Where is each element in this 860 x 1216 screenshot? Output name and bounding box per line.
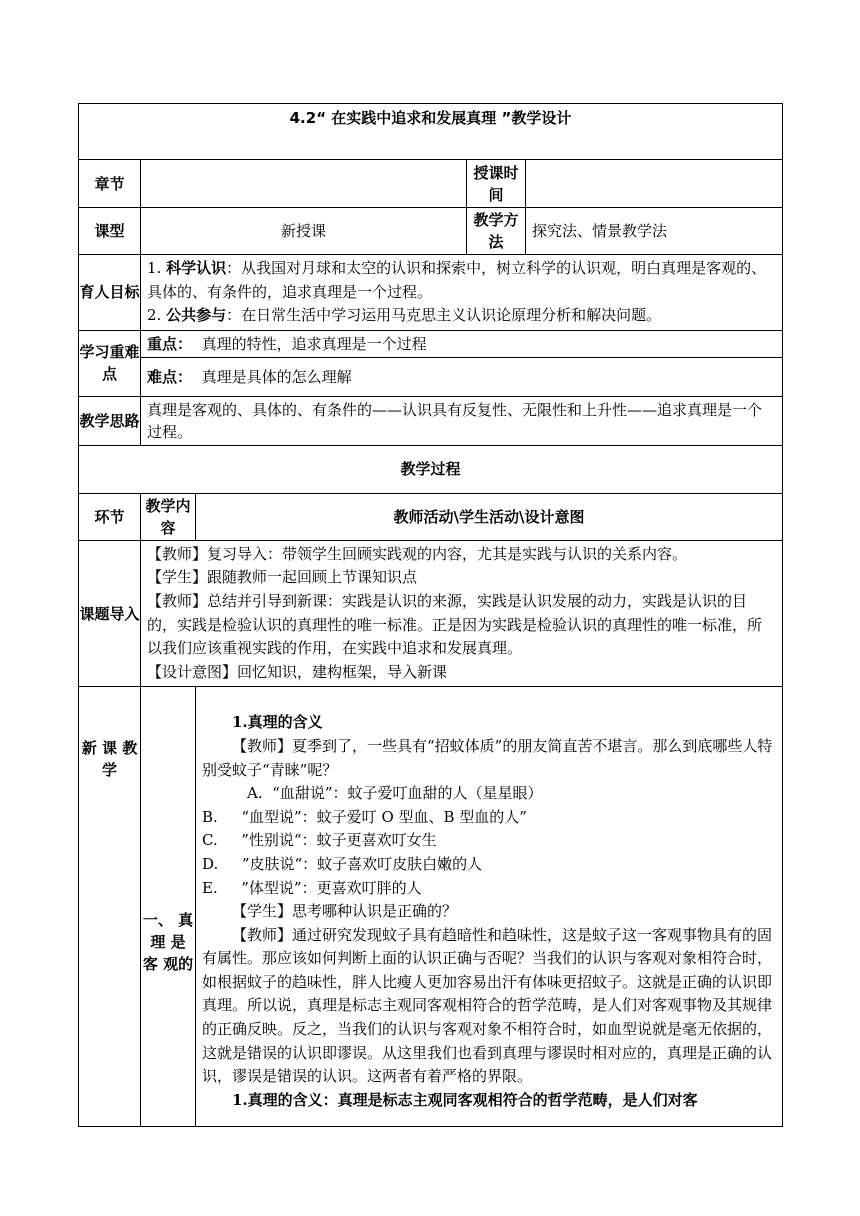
- new-lesson-label: 新 课 教 学: [79, 687, 141, 1127]
- goals-content: [141, 255, 783, 331]
- new-lesson-content: [196, 687, 783, 1127]
- intro-line: 【设计意图】回忆知识，建构框架，导入新课: [147, 662, 448, 681]
- difficulty-content: 难点： 真理是具体的怎么理解: [141, 357, 783, 396]
- student-paragraph: 【学生】思考哪种认识是正确的？: [232, 902, 458, 921]
- thinking-label: 教学思路: [79, 396, 141, 445]
- chapter-value: [141, 160, 467, 208]
- teaching-method-value: 探究法、情景教学法: [526, 208, 783, 255]
- teacher-paragraph: 【教师】通过研究发现蚊子具有趋暗性和趋味性，这是蚊子这一客观事物具有的固有属性。那应该如何判断上面的认识正确与否呢？当我们的认识与客观对象相符合时，如根据蚊子的趋味性，胖人比瘦人更加容易出汗有体味更招蚊子。这就是正确的认识即真理。所以说，真理是标志主观同客观相符合的哲学范畴，是人们对客观事物及其规律的正确反映。反之，当我们的认识与客观对象不相符合时，如血型说就是毫无依据的，这就是错误的认识即谬误。从这里我们也看到真理与谬误时相对应的，真理是正确的认识，谬误是错误的认识。这两者有着严格的界限。: [202, 925, 773, 1086]
- intro-content: [141, 540, 783, 687]
- option-item: B. “血型说”：蚊子爱叮 O 型血、B 型血的人”: [202, 807, 527, 826]
- intro-line: 【教师】总结并引导到新课：实践是认识的来源，实践是认识发展的动力，实践是认识的目的，实践是检验认识的真理性的唯一标准。正是因为实践是检验认识的真理性的唯一标准，所以我们应该重视实践的作用，在实践中追求和发展真理。: [147, 591, 763, 658]
- content-column-header: 教学内容: [141, 493, 196, 540]
- intro-line: 【学生】跟随教师一起回顾上节课知识点: [147, 568, 418, 587]
- teaching-method-label: 教学方法: [467, 208, 526, 255]
- lesson-type-label: 课型: [79, 208, 141, 255]
- document-title: 4.2“ 在实践中追求和发展真理 ”教学设计: [79, 104, 783, 160]
- stage-column-header: 环节: [79, 493, 141, 540]
- key-point-content: 重点： 真理的特性，追求真理是一个过程: [141, 330, 783, 357]
- goal-item: 2. 公共参与：在日常生活中学习运用马克思主义认识论原理分析和解决问题。: [147, 306, 662, 325]
- key-points-label: 学习重难点: [79, 330, 141, 396]
- intro-line: 【教师】复习导入：带领学生回顾实践观的内容，尤其是实践与认识的关系内容。: [147, 544, 688, 563]
- class-time-value: [526, 160, 783, 208]
- option-item: C. ”性别说“：蚊子更喜欢叮女生: [202, 831, 437, 850]
- goal-item: 1. 科学认识：从我国对月球和太空的认识和探索中，树立科学的认识观，明白真理是客观的、具体的、有条件的，追求真理是一个过程。: [147, 259, 767, 301]
- lesson-plan-table: [78, 103, 783, 1127]
- option-item: D. ”皮肤说“：蚊子喜欢叮皮肤白嫩的人: [202, 854, 483, 873]
- teacher-paragraph: 【教师】夏季到了，一些具有“招蚊体质”的朋友简直苦不堪言。那么到底哪些人特别受蚊子“青睐”呢？: [202, 736, 773, 779]
- option-item: A. “血甜说”：蚊子爱叮血甜的人（星星眼）: [247, 784, 543, 803]
- thinking-content: 真理是客观的、具体的、有条件的——认识具有反复性、无限性和上升性——追求真理是一个过程。: [141, 396, 783, 445]
- section-heading: 1.真理的含义: [232, 713, 323, 732]
- intro-label: 课题导入: [79, 540, 141, 687]
- summary-line: 1.真理的含义：真理是标志主观同客观相符合的哲学范畴，是人们对客: [232, 1090, 698, 1109]
- option-item: E. ”体型说”：更喜欢叮胖的人: [202, 878, 422, 897]
- activity-column-header: 教师活动\学生活动\设计意图: [196, 493, 783, 540]
- chapter-label: 章节: [79, 160, 141, 208]
- content-objective-label: 一、 真 理 是 客 观的: [141, 687, 196, 1127]
- process-heading: 教学过程: [79, 445, 783, 493]
- class-time-label: 授课时间: [467, 160, 526, 208]
- goals-label: 育人目标: [79, 255, 141, 331]
- lesson-type-value: 新授课: [141, 208, 467, 255]
